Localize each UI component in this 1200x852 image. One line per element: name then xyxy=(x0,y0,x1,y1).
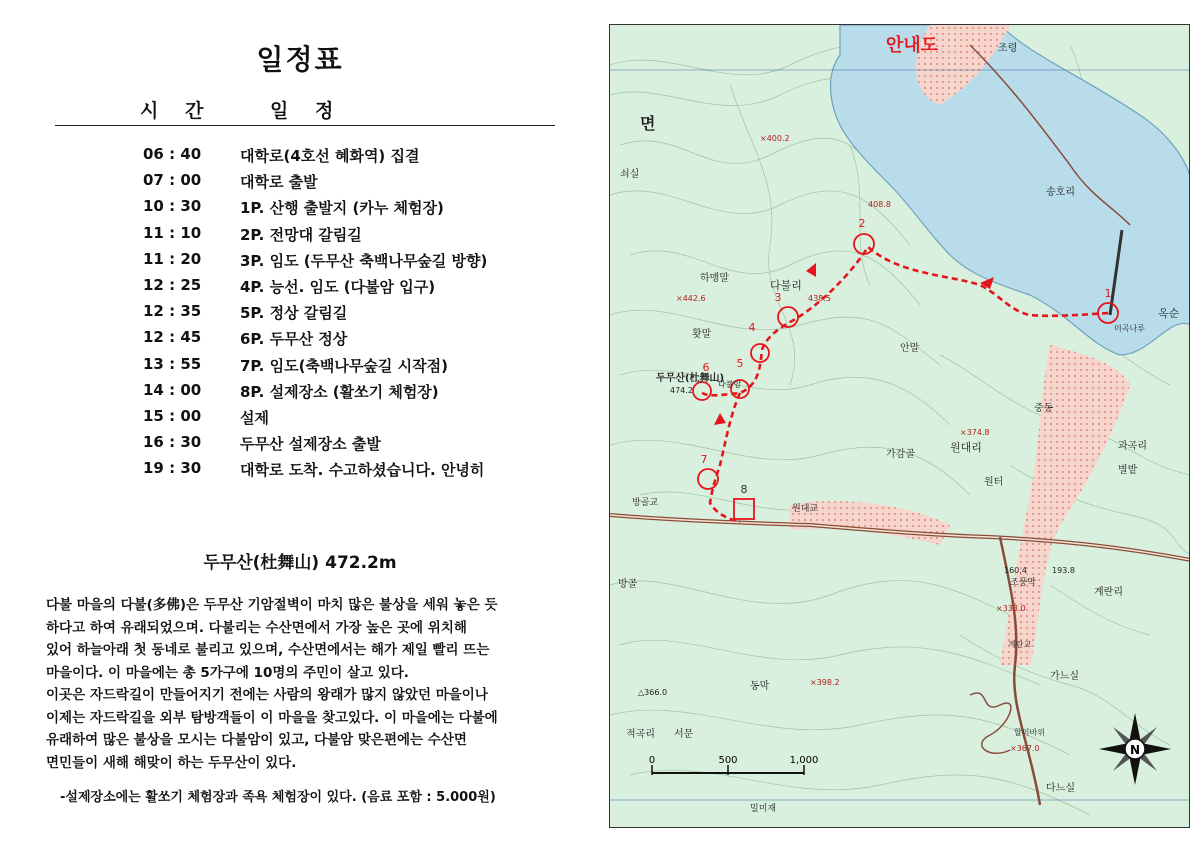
schedule-event: 4P. 능선. 임도 (다불암 입구) xyxy=(240,278,436,296)
label-myeon: 면 xyxy=(640,114,656,133)
svg-text:5: 5 xyxy=(736,357,744,370)
label-dabulam: 다불암 xyxy=(718,380,742,389)
description-line: 마을이다. 이 마을에는 총 5가구에 10명의 주민이 살고 있다. xyxy=(46,664,409,681)
elev-474: 474.2 xyxy=(670,386,693,395)
schedule-event: 대학로 출발 xyxy=(240,173,318,192)
schedule-time: 11 : 20 xyxy=(143,249,202,268)
elev-438: 438.5 xyxy=(808,294,831,303)
schedule-row xyxy=(0,171,600,197)
label-byeolbat: 별밭 xyxy=(1118,465,1138,476)
elev-367: ×367.0 xyxy=(1010,744,1040,753)
schedule-event: 두무산 설제장소 출발 xyxy=(240,435,381,454)
label-gyerangyo: 계란교 xyxy=(1008,640,1032,649)
label-jeokgokri: 적곡리 xyxy=(626,729,655,740)
description-line: 이제는 자드락길을 외부 탐방객들이 이 마을을 찾고있다. 이 마을에는 다불에 xyxy=(46,709,498,726)
label-dandsil: 다느실 xyxy=(1046,783,1075,794)
schedule-time: 12 : 35 xyxy=(143,302,202,321)
map-title: 안내도 xyxy=(885,35,939,56)
schedule-row xyxy=(0,145,600,171)
description-line: 이곳은 자드락길이 만들어지기 전에는 사람의 왕래가 많지 않았던 마을이나 xyxy=(46,687,488,703)
svg-text:6: 6 xyxy=(702,361,710,374)
label-seomun: 서문 xyxy=(674,729,694,740)
label-jungdong: 중동 xyxy=(1034,403,1054,414)
svg-text:500: 500 xyxy=(718,755,738,766)
label-gagamgol: 가감골 xyxy=(886,449,915,460)
label-wondaegyo: 원대교 xyxy=(792,504,819,514)
waypoint-5 xyxy=(731,357,749,398)
schedule-row xyxy=(0,276,600,302)
schedule-row xyxy=(0,250,600,276)
elev-374: ×374.8 xyxy=(960,428,990,437)
header-divider xyxy=(55,125,555,126)
label-swisil: 쇠실 xyxy=(620,169,640,180)
label-gyeranri: 계란리 xyxy=(1094,587,1123,598)
topo-map xyxy=(609,24,1190,828)
schedule-time: 12 : 25 xyxy=(143,276,202,294)
label-hamaengmal: 하맹말 xyxy=(700,273,729,284)
elev-333: ×333.0 xyxy=(996,604,1026,613)
elev-160: 160.4 xyxy=(1004,566,1027,575)
schedule-row xyxy=(0,381,600,407)
label-songhori: 송호리 xyxy=(1046,187,1075,198)
elev-442: ×442.6 xyxy=(676,294,706,303)
label-halmibawi: 할미바위 xyxy=(1014,728,1045,737)
schedule-time: 10 : 30 xyxy=(143,197,202,216)
col-header-event: 일 정 xyxy=(270,100,344,122)
schedule-event: 1P. 산행 출발지 (카누 체험장) xyxy=(240,199,444,218)
schedule-event: 6P. 두무산 정상 xyxy=(240,330,348,349)
mountain-heading: 두무산(杜舞山) 472.2m xyxy=(203,553,397,573)
schedule-time: 11 : 10 xyxy=(143,223,202,242)
compass-icon xyxy=(1099,713,1171,785)
schedule-time: 13 : 55 xyxy=(143,354,202,373)
label-wondaeri: 원대리 xyxy=(950,441,982,454)
schedule-row xyxy=(0,302,600,328)
svg-text:1,000: 1,000 xyxy=(789,755,819,766)
elev-398: ×398.2 xyxy=(810,678,840,687)
schedule-row xyxy=(0,459,600,485)
schedule-row xyxy=(0,433,600,459)
schedule-row xyxy=(0,328,600,354)
label-hwanmal: 홧말 xyxy=(692,329,712,340)
label-banggolgyo: 방골교 xyxy=(632,498,659,508)
label-ganeunsil: 가느실 xyxy=(1050,671,1079,682)
label-mireuknaru: 미곡나루 xyxy=(1114,324,1145,333)
schedule-row xyxy=(0,407,600,433)
svg-text:8: 8 xyxy=(740,483,748,496)
schedule-time: 19 : 30 xyxy=(143,459,202,478)
elev-400: ×400.2 xyxy=(760,134,790,143)
schedule-title: 일정표 xyxy=(256,43,344,76)
mountain-description xyxy=(46,594,586,774)
svg-text:7: 7 xyxy=(700,453,708,466)
svg-text:3: 3 xyxy=(774,291,782,304)
valley-zone xyxy=(1000,345,1130,665)
schedule-time: 15 : 00 xyxy=(143,407,202,425)
elev-193: 193.8 xyxy=(1052,566,1075,575)
label-anmal: 안말 xyxy=(900,343,920,354)
svg-text:N: N xyxy=(1129,743,1141,757)
schedule-event: 7P. 임도(축백나무숲길 시작점) xyxy=(240,356,448,375)
label-mijae: 밀미재 xyxy=(750,804,777,814)
schedule-event: 5P. 정상 갈림길 xyxy=(240,304,348,323)
winding-trail xyxy=(970,693,1011,753)
label-dumusan: 두무산(杜舞山) xyxy=(656,373,725,384)
label-wonteo: 원터 xyxy=(984,477,1004,488)
waypoint-4 xyxy=(749,321,770,362)
schedule-time: 06 : 40 xyxy=(143,145,202,163)
label-banggol: 방골 xyxy=(618,579,638,590)
svg-text:2: 2 xyxy=(858,217,866,230)
schedule-event: 대학로 도착. 수고하셨습니다. 안녕히 xyxy=(240,461,485,480)
label-jopungmak: 조풍막 xyxy=(1010,578,1037,588)
schedule-row xyxy=(0,224,600,250)
schedule-event: 대학로(4호선 혜화역) 집결 xyxy=(240,147,420,165)
schedule-time: 12 : 45 xyxy=(143,328,202,347)
facility-note: -설제장소에는 활쏘기 체험장과 족욕 체험장이 있다. (음료 포함 : 5.000원) xyxy=(60,790,496,805)
schedule-time: 16 : 30 xyxy=(143,433,202,452)
svg-text:1: 1 xyxy=(1104,287,1112,300)
schedule-event: 3P. 임도 (두무산 축백나무숲길 방향) xyxy=(240,251,488,270)
schedule-row xyxy=(0,355,600,381)
elev-408: 408.8 xyxy=(868,200,891,209)
schedule-time: 07 : 00 xyxy=(143,171,202,190)
col-header-time: 시 간 xyxy=(140,100,214,122)
schedule-event: 설제 xyxy=(240,409,269,427)
description-line: 하다고 하여 유래되었으며. 다불리는 수산면에서 가장 높은 곳에 위치해 xyxy=(46,619,467,636)
label-gwagokri: 과곡리 xyxy=(1118,441,1147,452)
description-line: 면민들이 새해 해맞이 하는 두무산이 있다. xyxy=(46,754,297,771)
label-joryeong: 조령 xyxy=(998,43,1018,54)
description-line: 유래하여 많은 불상을 모시는 다불암이 있고, 다불암 맞은편에는 수산면 xyxy=(46,732,467,748)
svg-text:4: 4 xyxy=(748,321,756,334)
schedule-event: 8P. 설제장소 (활쏘기 체험장) xyxy=(240,382,439,401)
schedule-event: 2P. 전망대 갈림길 xyxy=(240,225,362,244)
description-line: 다불 마을의 다불(多佛)은 두무산 기암절벽이 마치 많은 불상을 세워 놓은 듯 xyxy=(46,597,498,613)
label-dabulli: 다불리 xyxy=(770,279,802,292)
scale-bar xyxy=(649,755,819,775)
waypoint-8 xyxy=(734,483,754,519)
schedule-row xyxy=(0,197,600,223)
label-dongmak: 동막 xyxy=(750,681,770,692)
description-line: 있어 하늘아래 첫 동네로 불리고 있으며, 수산면에서는 해가 제일 빨리 뜨는 xyxy=(46,642,490,658)
schedule-time: 14 : 00 xyxy=(143,380,202,399)
label-oksun: 옥순 xyxy=(1158,307,1180,320)
svg-text:0: 0 xyxy=(648,755,656,766)
elev-366: △366.0 xyxy=(638,688,668,697)
